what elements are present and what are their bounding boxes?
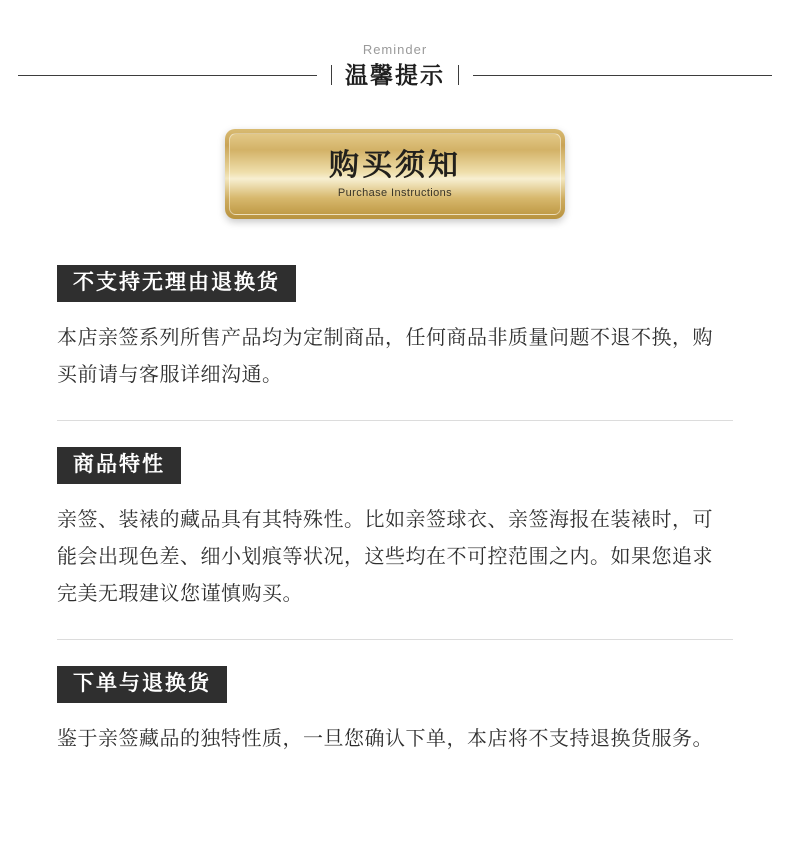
reminder-title-row [0, 61, 790, 88]
gold-plaque-inner [229, 133, 561, 215]
plaque-title-chinese: 购买须知 [329, 148, 461, 182]
section-tag: 不支持无理由退换货 [57, 265, 296, 302]
section-no-return [57, 265, 733, 394]
plaque-title-english: Purchase Instructions [337, 186, 453, 199]
reminder-header [0, 0, 790, 87]
section-body: 鉴于亲签藏品的独特性质，一旦您确认下单，本店将不支持退换货服务。 [57, 727, 713, 750]
section-divider [57, 639, 733, 640]
header-rule-right [473, 75, 772, 76]
reminder-chinese-label: 温馨提示 [345, 61, 445, 88]
section-order-and-returns [57, 666, 733, 758]
gold-plaque [225, 129, 565, 219]
section-body: 亲签、装裱的藏品具有其特殊性。比如亲签球衣、亲签海报在装裱时，可能会出现色差、细小划痕等状况，这些均在不可控范围之内。如果您追求完美无瑕建议您谨慎购买。 [57, 508, 713, 605]
section-body: 本店亲签系列所售产品均为定制商品，任何商品非质量问题不退不换，购买前请与客服详细沟通。 [57, 326, 713, 386]
reminder-english-label: Reminder [362, 42, 428, 57]
header-tick-right [458, 65, 459, 85]
section-product-characteristics [57, 447, 733, 613]
reminder-title-group [331, 61, 459, 88]
section-divider [57, 420, 733, 421]
section-tag: 商品特性 [57, 447, 181, 484]
header-rule-left [18, 75, 317, 76]
instruction-sections [0, 265, 790, 758]
section-tag: 下单与退换货 [57, 666, 227, 703]
plaque-container [0, 129, 790, 219]
